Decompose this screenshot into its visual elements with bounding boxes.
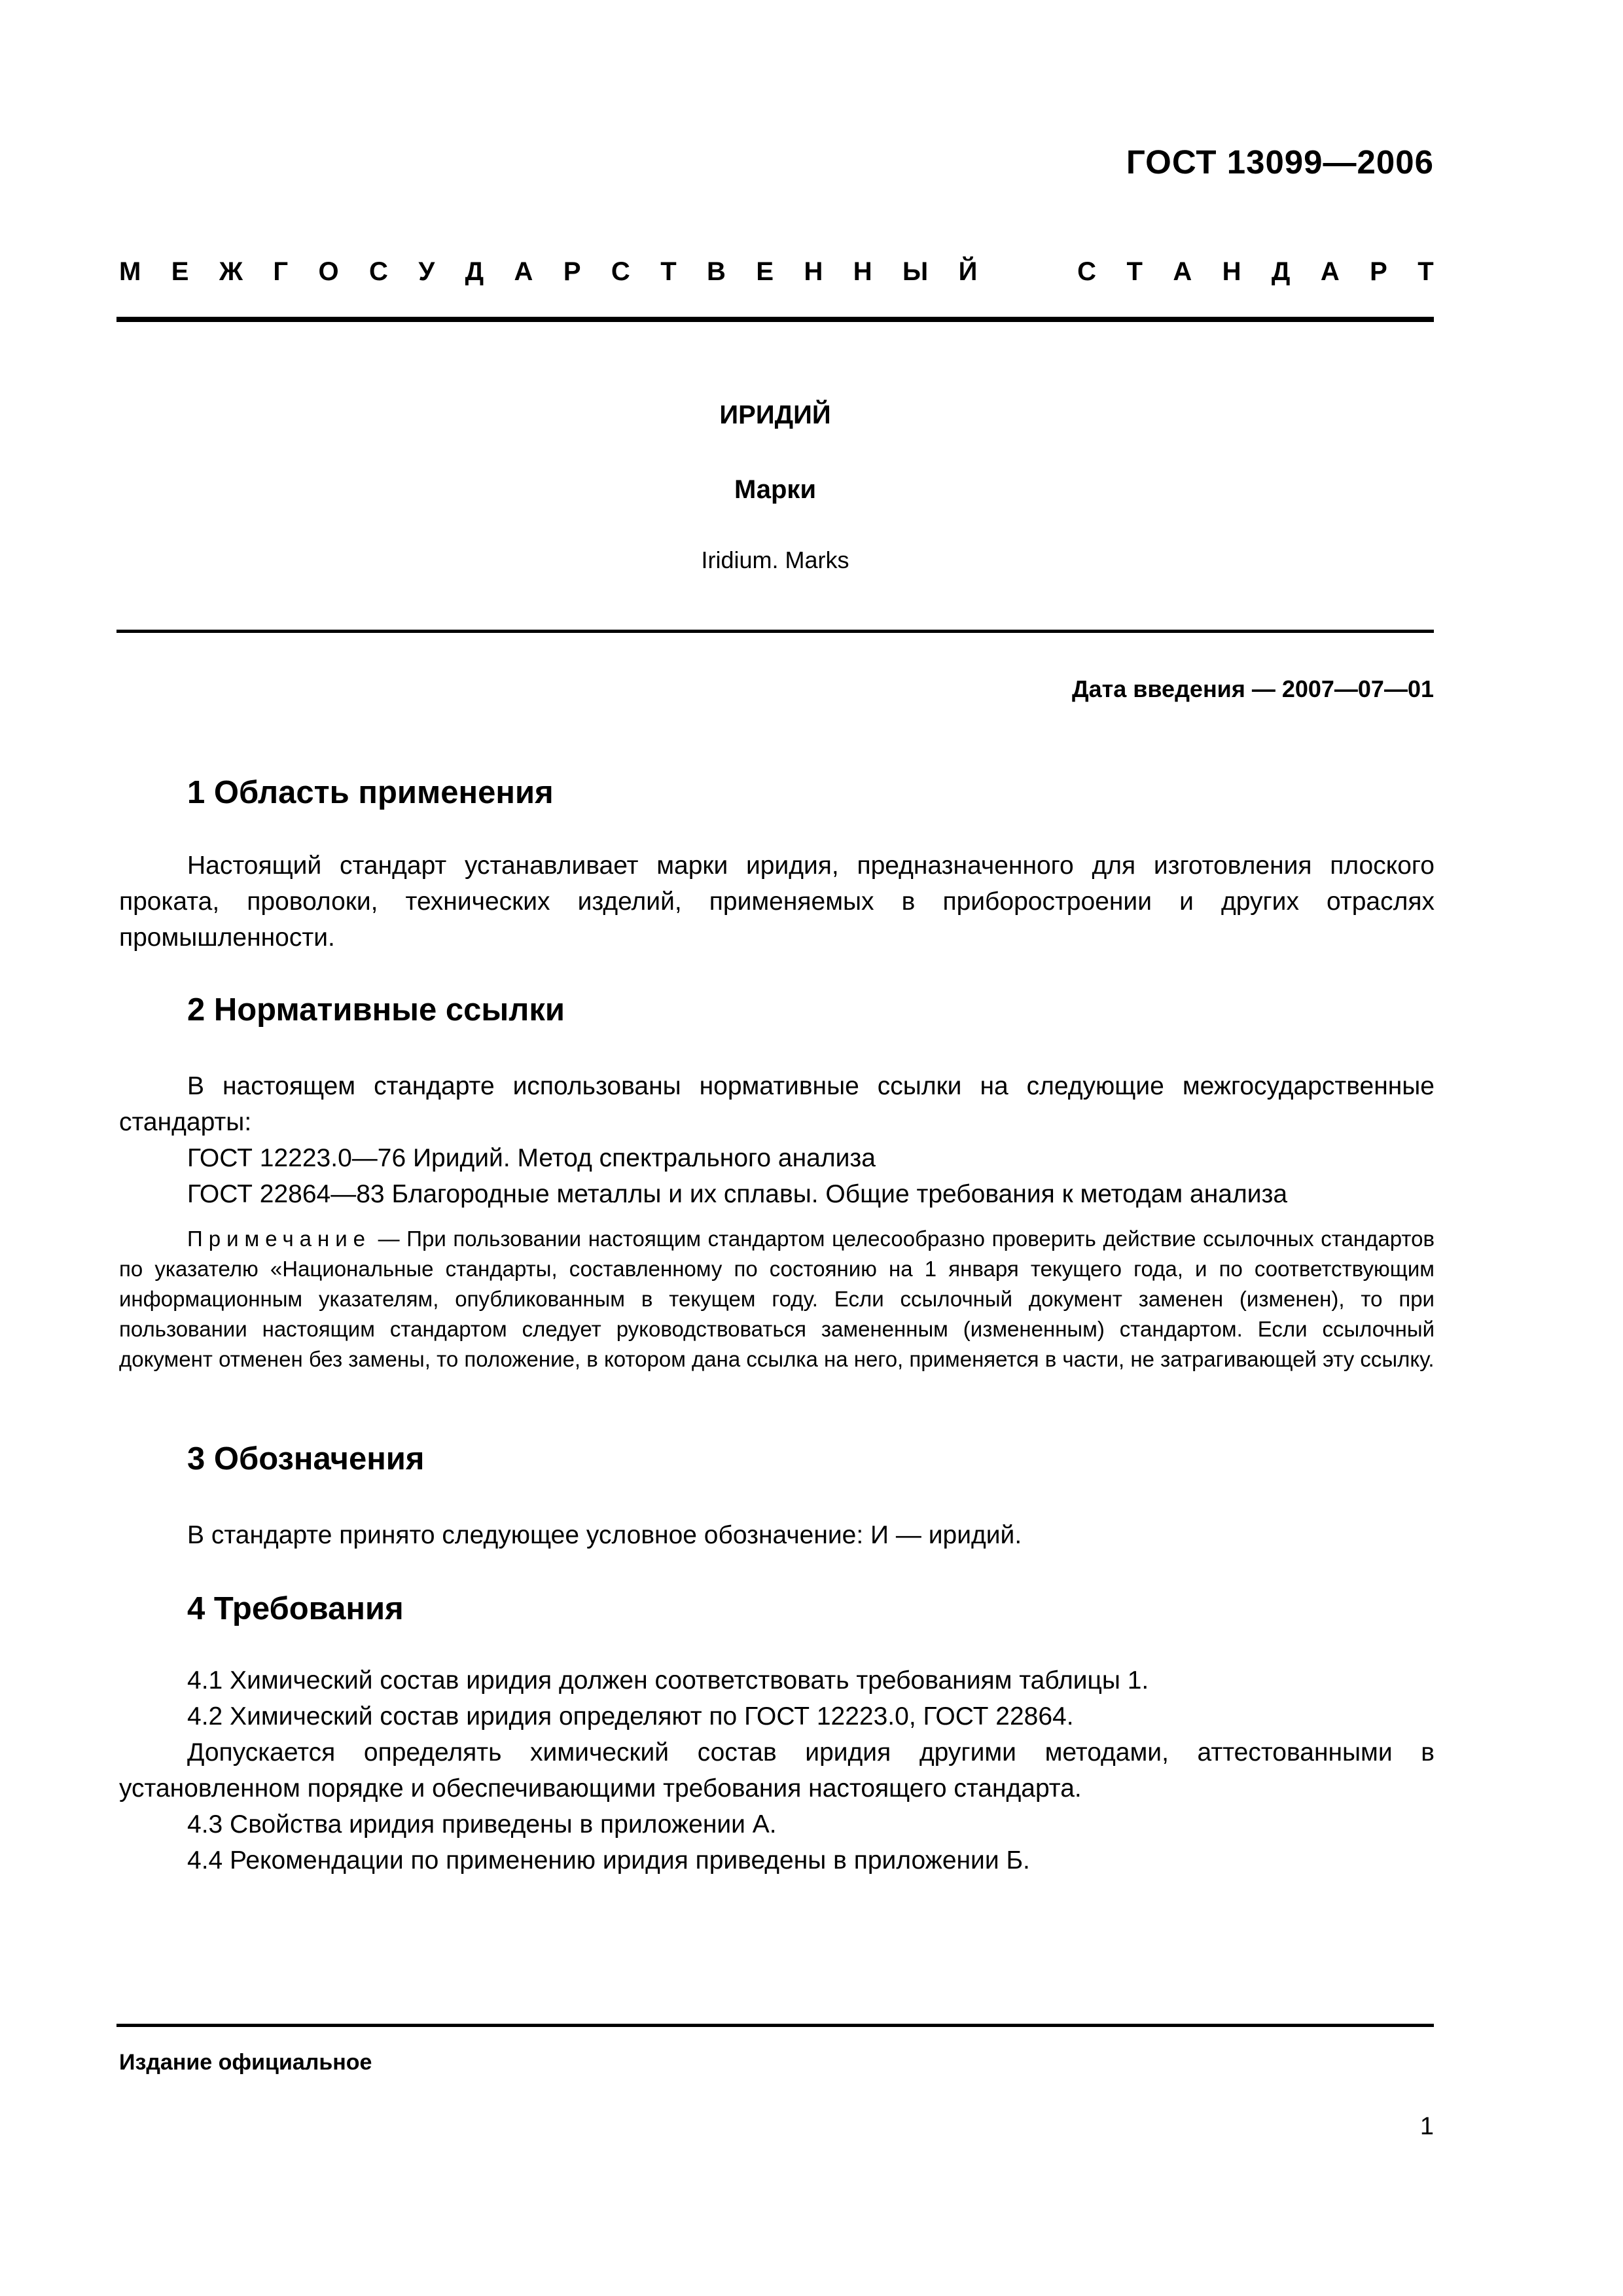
heading-letter: Т	[1126, 257, 1143, 286]
heading-letter: Т	[660, 257, 677, 286]
heading-letter: А	[514, 257, 533, 286]
heading-letter: Н	[1222, 257, 1241, 286]
heading-letter: Д	[465, 257, 484, 286]
section-heading-designations: 3 Обозначения	[187, 1441, 425, 1477]
heading-letter: Ы	[902, 257, 929, 286]
header-rule	[116, 317, 1434, 322]
heading-letter: Н	[804, 257, 823, 286]
heading-letter: Е	[756, 257, 774, 286]
standard-type-heading	[119, 257, 1434, 287]
scope-paragraph: Настоящий стандарт устанавливает марки иридия, предназначенного для изготовления плоского проката, проволоки, технических изделий, применяемых в приборостроении и других отраслях промышленности.	[119, 852, 1435, 952]
english-title: Iridium. Marks	[701, 547, 849, 573]
heading-letter: Р	[563, 257, 581, 286]
heading-letter: М	[119, 257, 141, 286]
requirement-paragraph: Допускается определять химический состав иридия другими методами, аттестованными в установленном порядке и обеспечивающими требования настоящего стандарта.	[119, 1738, 1435, 1803]
heading-letter: С	[611, 257, 630, 286]
heading-letter: О	[318, 257, 339, 286]
note-text: — При пользовании настоящим стандартом целесообразно проверить действие ссылочных стандартов по указателю «Национальные стандарты, составленному по состоянию на 1 января текущего года, и по соответствующим информационным указателям, опубликованным в текущем году. Если ссылочный документ заменен (изменен), то при пользовании настоящим стандартом следует руководствоваться замененным (измененным) стандартом. Если ссылочный документ отменен без замены, то положение, в котором дана ссылка на него, применяется в части, не затрагивающей эту ссылку.	[119, 1227, 1435, 1371]
document-subtitle: Марки	[734, 475, 817, 504]
heading-letter: Н	[853, 257, 872, 286]
designations-paragraph: В стандарте принято следующее условное обозначение: И — иридий.	[187, 1521, 1022, 1549]
heading-letter: Г	[273, 257, 289, 286]
heading-word-gap	[1008, 257, 1047, 287]
edition-label: Издание официальное	[119, 2050, 372, 2075]
heading-letter: С	[369, 257, 388, 286]
requirement-item: 4.4 Рекомендации по применению иридия приведены в приложении Б.	[187, 1846, 1030, 1874]
footer-rule	[116, 2024, 1434, 2027]
heading-letter: У	[418, 257, 435, 286]
note-paragraph	[119, 1224, 1435, 1374]
heading-letter: Й	[958, 257, 978, 286]
heading-letter: С	[1077, 257, 1097, 286]
reference-item: ГОСТ 22864—83 Благородные металлы и их сплавы. Общие требования к методам анализа	[187, 1180, 1288, 1208]
document-number: ГОСТ 13099—2006	[1126, 143, 1434, 181]
introduction-date: Дата введения — 2007—07—01	[1071, 675, 1434, 702]
requirement-item: 4.2 Химический состав иридия определяют по ГОСТ 12223.0, ГОСТ 22864.	[187, 1702, 1074, 1731]
heading-letter: А	[1173, 257, 1192, 286]
requirement-item: 4.3 Свойства иридия приведены в приложении А.	[187, 1810, 777, 1839]
heading-letter: В	[707, 257, 726, 286]
section-heading-scope: 1 Область применения	[187, 775, 554, 810]
document-title: ИРИДИЙ	[719, 401, 831, 429]
note-label: Примечание	[187, 1227, 372, 1251]
references-paragraph: В настоящем стандарте использованы нормативные ссылки на следующие межгосударственные стандарты:	[119, 1072, 1435, 1136]
heading-letter: А	[1320, 257, 1340, 286]
section-heading-normative-references: 2 Нормативные ссылки	[187, 992, 565, 1028]
requirement-item: 4.1 Химический состав иридия должен соответствовать требованиям таблицы 1.	[187, 1666, 1149, 1695]
reference-item: ГОСТ 12223.0—76 Иридий. Метод спектрального анализа	[187, 1144, 876, 1172]
heading-letter: Е	[171, 257, 189, 286]
heading-letter: Р	[1370, 257, 1387, 286]
title-rule	[116, 630, 1434, 633]
page-number: 1	[1419, 2113, 1434, 2140]
heading-letter: Ж	[219, 257, 243, 286]
section-heading-requirements: 4 Требования	[187, 1591, 404, 1626]
heading-letter: Т	[1418, 257, 1434, 286]
heading-letter: Д	[1271, 257, 1291, 286]
